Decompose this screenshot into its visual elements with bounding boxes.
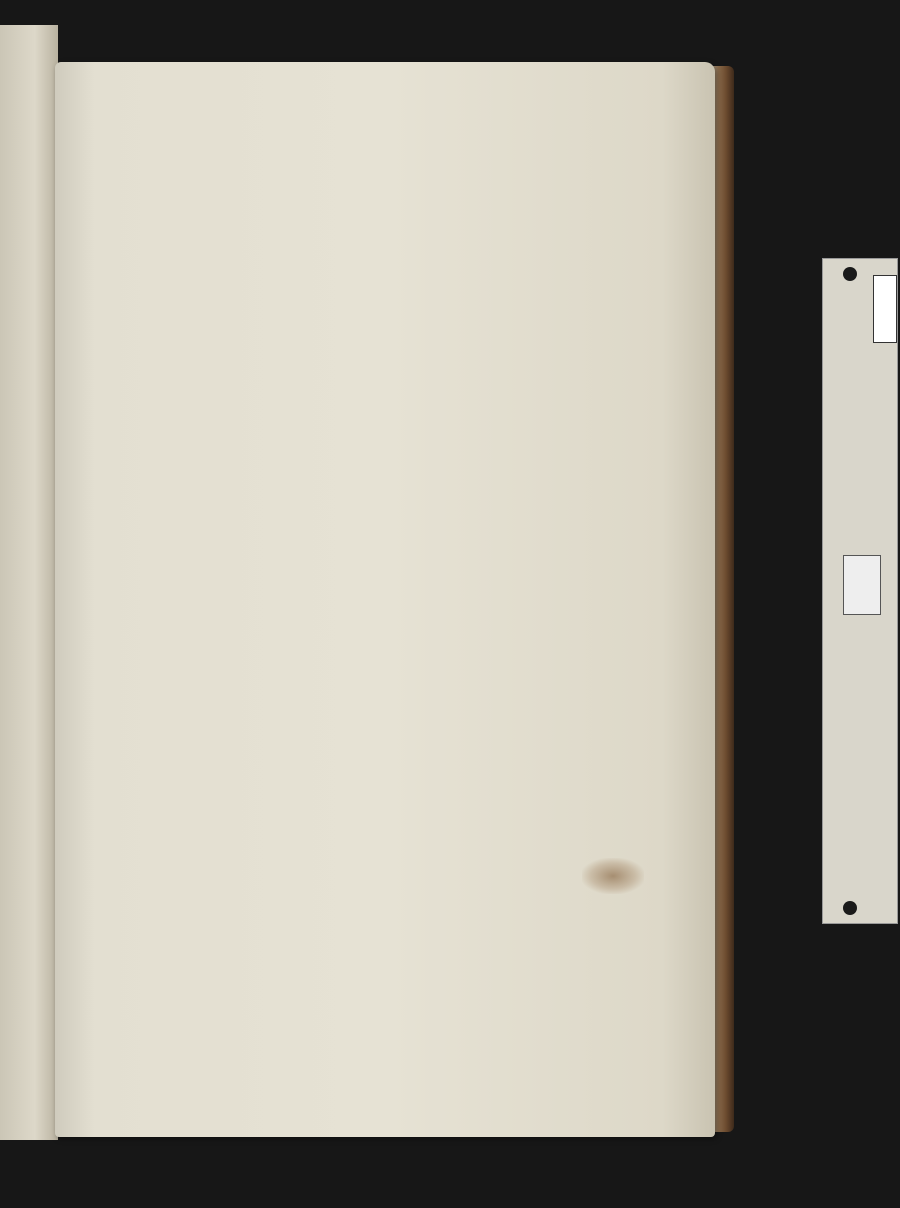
colour-calibration-card <box>822 258 898 924</box>
card-hole-bottom <box>843 901 857 915</box>
book-page <box>55 62 715 1137</box>
page-stain <box>582 858 644 894</box>
left-page-edge <box>0 25 58 1140</box>
card-hole-top <box>843 267 857 281</box>
card-logo <box>843 555 881 615</box>
card-id-label <box>873 275 897 343</box>
